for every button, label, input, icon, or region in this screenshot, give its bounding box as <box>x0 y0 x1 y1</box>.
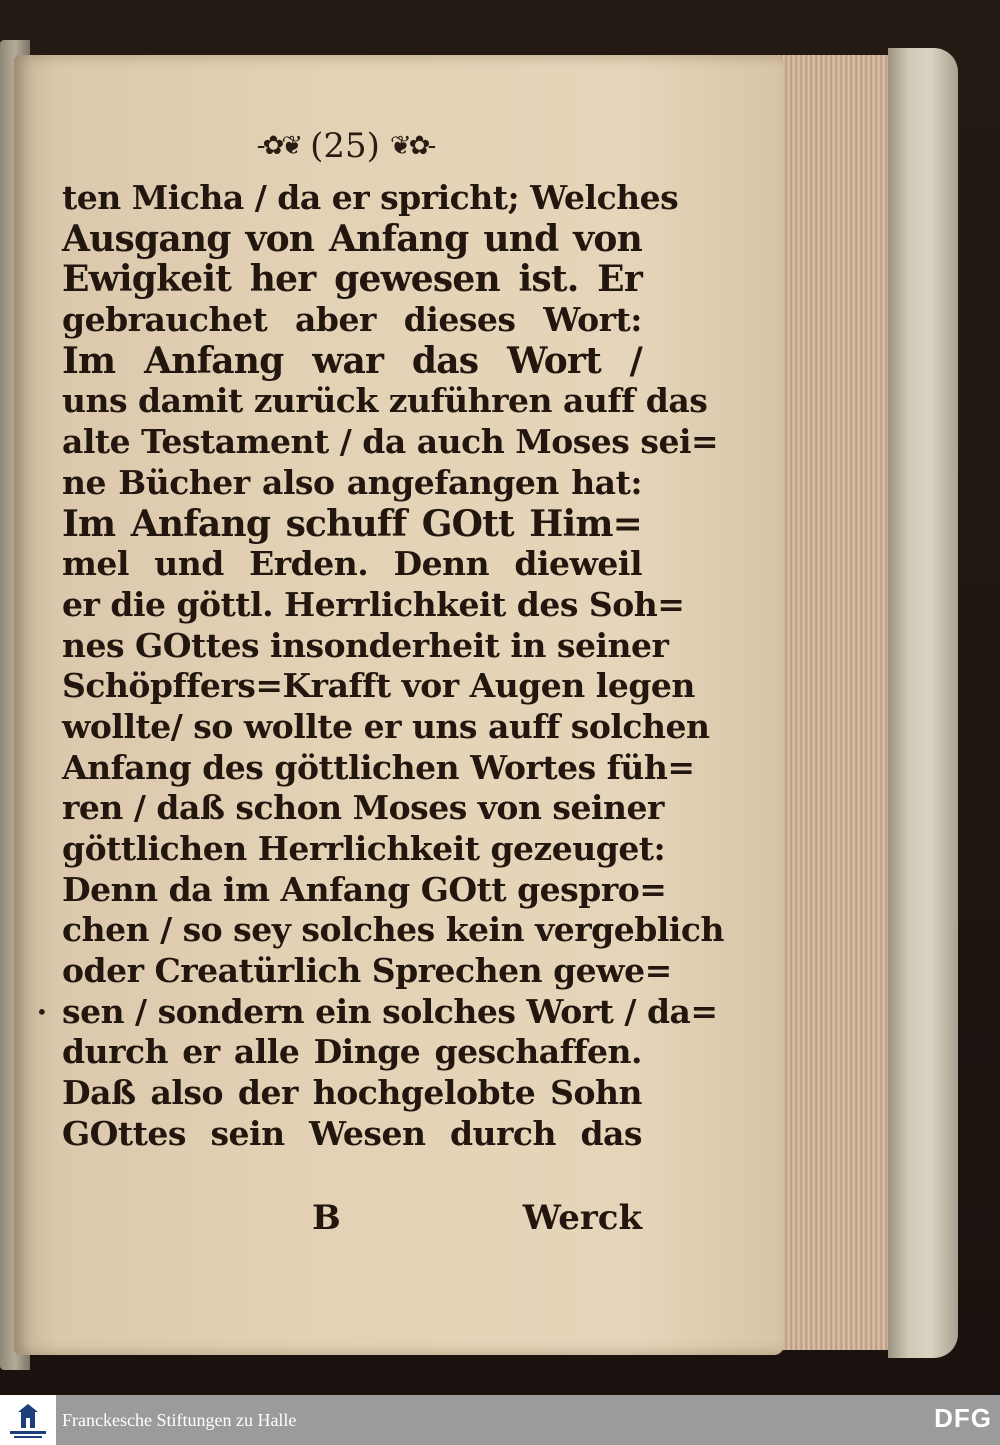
text-line: alte Testament / da auch Moses sei= <box>62 422 719 462</box>
page-footer <box>62 1198 642 1248</box>
ornament-right-icon: ❦✿- <box>389 131 434 161</box>
text-line: Schöpffers=Krafft vor Augen legen <box>62 666 695 706</box>
signature-mark: B <box>312 1198 341 1238</box>
text-line: ten Micha / da er spricht; Welches <box>62 178 679 217</box>
text-line: nes GOttes insonderheit in seiner <box>62 625 669 665</box>
text-line: Im Anfang schuff GOtt Him= <box>62 502 642 545</box>
page-number: (25) <box>310 126 380 166</box>
page-edges <box>765 55 895 1350</box>
text-line: durch er alle Dinge geschaffen. <box>62 1032 642 1072</box>
margin-mark: • <box>36 1000 48 1024</box>
institution-logo[interactable] <box>0 1395 56 1445</box>
page-header <box>230 122 460 170</box>
text-line: gebrauchet aber dieses Wort: <box>62 300 642 340</box>
text-line: ren / daß schon Moses von seiner <box>62 788 664 828</box>
franckesche-logo-icon <box>6 1398 50 1442</box>
text-line: sen / sondern ein solches Wort / da= <box>62 991 718 1031</box>
ornament-left-icon: -✿❦ <box>256 131 301 161</box>
text-line: Daß also der hochgelobte Sohn <box>62 1073 642 1113</box>
text-line: er die göttl. Herrlichkeit des Soh= <box>62 584 685 624</box>
book-cover-right <box>888 48 958 1358</box>
text-line: mel und Erden. Denn dieweil <box>62 544 642 584</box>
text-line: wollte/ so wollte er uns auff solchen <box>62 706 710 746</box>
text-line: Ausgang von Anfang und von <box>62 217 642 260</box>
text-line: ne Bücher also angefangen hat: <box>62 462 642 502</box>
text-line: GOttes sein Wesen durch das <box>62 1113 642 1153</box>
text-line: Im Anfang war das Wort / <box>62 339 642 382</box>
text-line: Anfang des göttlichen Wortes füh= <box>62 747 695 787</box>
catchword: Werck <box>522 1198 642 1238</box>
text-line: Denn da im Anfang GOtt gespro= <box>62 869 667 909</box>
text-line: oder Creatürlich Sprechen gewe= <box>62 951 672 991</box>
text-line: göttlichen Herrlichkeit gezeuget: <box>62 829 666 868</box>
institution-name[interactable]: Franckesche Stiftungen zu Halle <box>62 1409 297 1430</box>
footer-bar <box>0 1395 1000 1445</box>
dfg-logo[interactable]: DFG <box>934 1403 992 1433</box>
text-line: chen / so sey solches kein vergeblich <box>62 910 724 950</box>
text-line: uns damit zurück zuführen auff das <box>62 381 708 421</box>
page-text <box>62 178 724 1155</box>
text-line: Ewigkeit her gewesen ist. Er <box>62 258 642 301</box>
